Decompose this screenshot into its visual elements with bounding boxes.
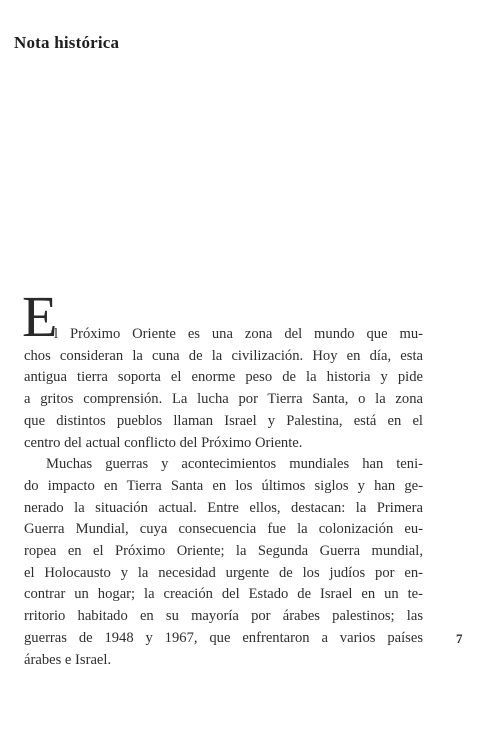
paragraph-2-line-8: rritorio habitado en su mayoría por árabes palestinos; las (24, 608, 423, 625)
paragraph-2-line-4: Guerra Mundial, cuya consecuencia fue la colonización eu- (24, 521, 423, 538)
paragraph-2-line-7: contrar un hogar; la creación del Estado de Israel en un te- (24, 586, 423, 603)
paragraph-1-line-6: centro del actual conflicto del Próximo Oriente. (24, 434, 303, 451)
paragraph-2-line-1: Muchas guerras y acontecimientos mundiales han teni- (46, 456, 423, 473)
drop-cap: E (22, 284, 58, 349)
paragraph-1-line-1: l Próximo Oriente es una zona del mundo que mu- (54, 326, 423, 342)
paragraph-1-line-2: chos consideran la cuna de la civilización. Hoy en día, esta (24, 347, 423, 364)
paragraph-1-line-3: antigua tierra soporta el enorme peso de la historia y pide (24, 369, 423, 386)
paragraph-2-line-3: nerado la situación actual. Entre ellos, destacan: la Primera (24, 499, 423, 516)
body-text (22, 284, 423, 671)
paragraph-2-line-5: ropea en el Próximo Oriente; la Segunda Guerra mundial, (24, 543, 423, 560)
page-title: Nota histórica (14, 33, 120, 52)
page-number: 7 (456, 631, 463, 646)
paragraph-1-line-5: que distintos pueblos llaman Israel y Palestina, está en el (24, 412, 423, 429)
paragraph-2-line-6: el Holocausto y la necesidad urgente de los judíos por en- (24, 564, 423, 581)
paragraph-2-line-10: árabes e Israel. (24, 651, 112, 668)
paragraph-1-line-4: a gritos comprensión. La lucha por Tierra Santa, o la zona (24, 391, 423, 408)
paragraph-1-first-line (22, 284, 423, 349)
paragraph-2-line-2: do impacto en Tierra Santa en los últimos siglos y han ge- (24, 477, 423, 494)
paragraph-2-line-9: guerras de 1948 y 1967, que enfrentaron a varios países (24, 629, 423, 646)
